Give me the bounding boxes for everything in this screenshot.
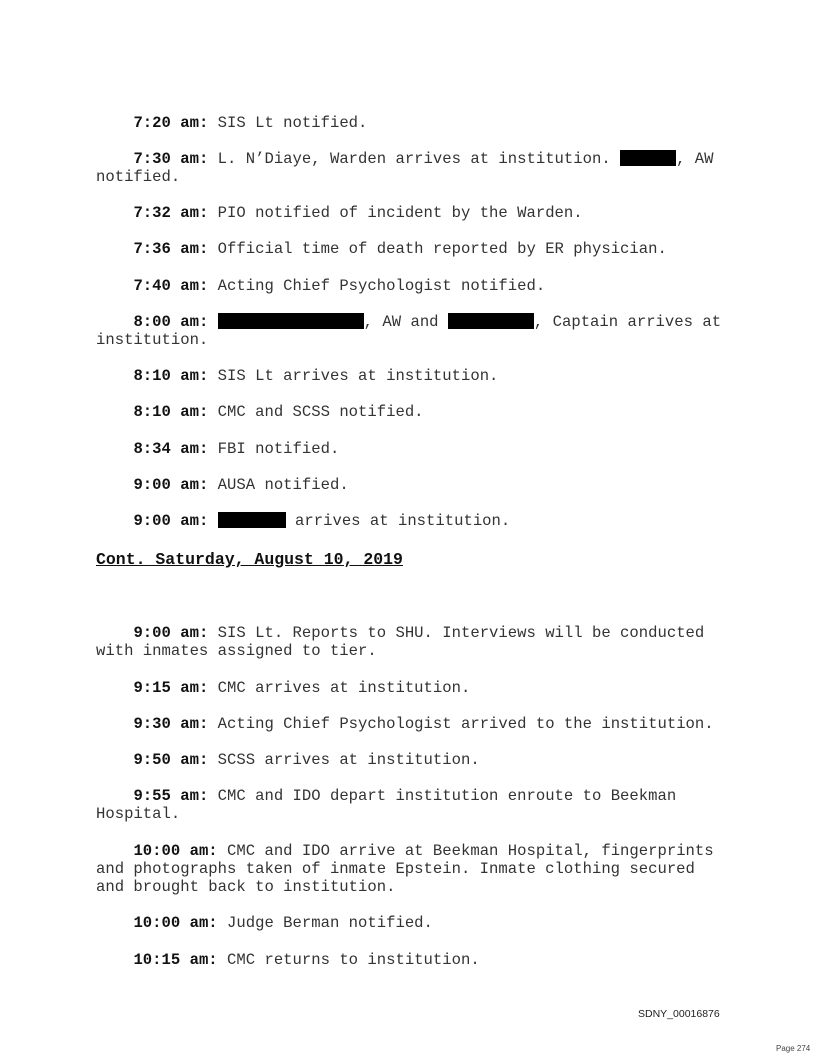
entry-time: 7:32 am:: [133, 204, 209, 222]
entry-text: FBI notified.: [208, 440, 340, 458]
entry-text: , Captain arrives at institution.: [96, 313, 722, 349]
entry-text: Judge Berman notified.: [217, 914, 433, 932]
entry-text: , AW notified.: [96, 150, 714, 186]
entry-time: 9:30 am:: [133, 715, 209, 733]
log-entry: [96, 933, 736, 987]
entry-text: CMC and SCSS notified.: [208, 403, 424, 421]
page-number: Page 274: [776, 1044, 811, 1053]
entry-text: Official time of death reported by ER physician.: [208, 240, 667, 258]
entry-time: 9:00 am:: [133, 476, 209, 494]
entry-time: 9:50 am:: [133, 751, 209, 769]
entry-time: 9:15 am:: [133, 679, 209, 697]
entry-text: AUSA notified.: [208, 476, 349, 494]
entry-text: CMC and IDO depart institution enroute to Beekman Hospital.: [96, 787, 677, 823]
entry-time: 7:30 am:: [133, 150, 209, 168]
entry-time: 7:36 am:: [133, 240, 209, 258]
log-entry: [96, 494, 736, 548]
entry-text: CMC and IDO arrive at Beekman Hospital, fingerprints and photographs taken of inmate Epstein. Inmate clothing secured and brought back to institution.: [96, 842, 714, 896]
entry-time: 9:00 am:: [133, 624, 209, 642]
entry-time: 7:20 am:: [133, 114, 209, 132]
entry-time: 9:00 am:: [133, 512, 209, 530]
entry-time: 10:15 am:: [133, 951, 218, 969]
redaction-box: [620, 150, 676, 166]
entry-text: SCSS arrives at institution.: [208, 751, 480, 769]
entry-text: SIS Lt arrives at institution.: [208, 367, 499, 385]
entry-text: Acting Chief Psychologist arrived to the institution.: [208, 715, 714, 733]
entry-time: 10:00 am:: [133, 914, 218, 932]
entry-time: 8:34 am:: [133, 440, 209, 458]
entry-text: CMC arrives at institution.: [208, 679, 471, 697]
entry-time: 7:40 am:: [133, 277, 209, 295]
entry-text: Acting Chief Psychologist notified.: [208, 277, 546, 295]
entry-time: 10:00 am:: [133, 842, 218, 860]
entry-text: CMC returns to institution.: [217, 951, 480, 969]
entry-text: SIS Lt. Reports to SHU. Interviews will be conducted with inmates assigned to tier.: [96, 624, 705, 660]
entry-time: 8:00 am:: [133, 313, 209, 331]
entry-text: SIS Lt notified.: [208, 114, 368, 132]
entry-text: PIO notified of incident by the Warden.: [208, 204, 583, 222]
entry-time: 8:10 am:: [133, 367, 209, 385]
entry-text: arrives at institution.: [285, 512, 511, 530]
redaction-box: [448, 313, 534, 329]
entry-text: L. N’Diaye, Warden arrives at institution.: [208, 150, 621, 168]
entry-time: 9:55 am:: [133, 787, 209, 805]
entry-text: , AW and: [363, 313, 448, 331]
section-heading: Cont. Saturday, August 10, 2019: [96, 550, 403, 569]
redaction-box: [218, 512, 286, 528]
bates-number: SDNY_00016876: [638, 1008, 720, 1020]
redaction-box: [218, 313, 364, 329]
entry-time: 8:10 am:: [133, 403, 209, 421]
